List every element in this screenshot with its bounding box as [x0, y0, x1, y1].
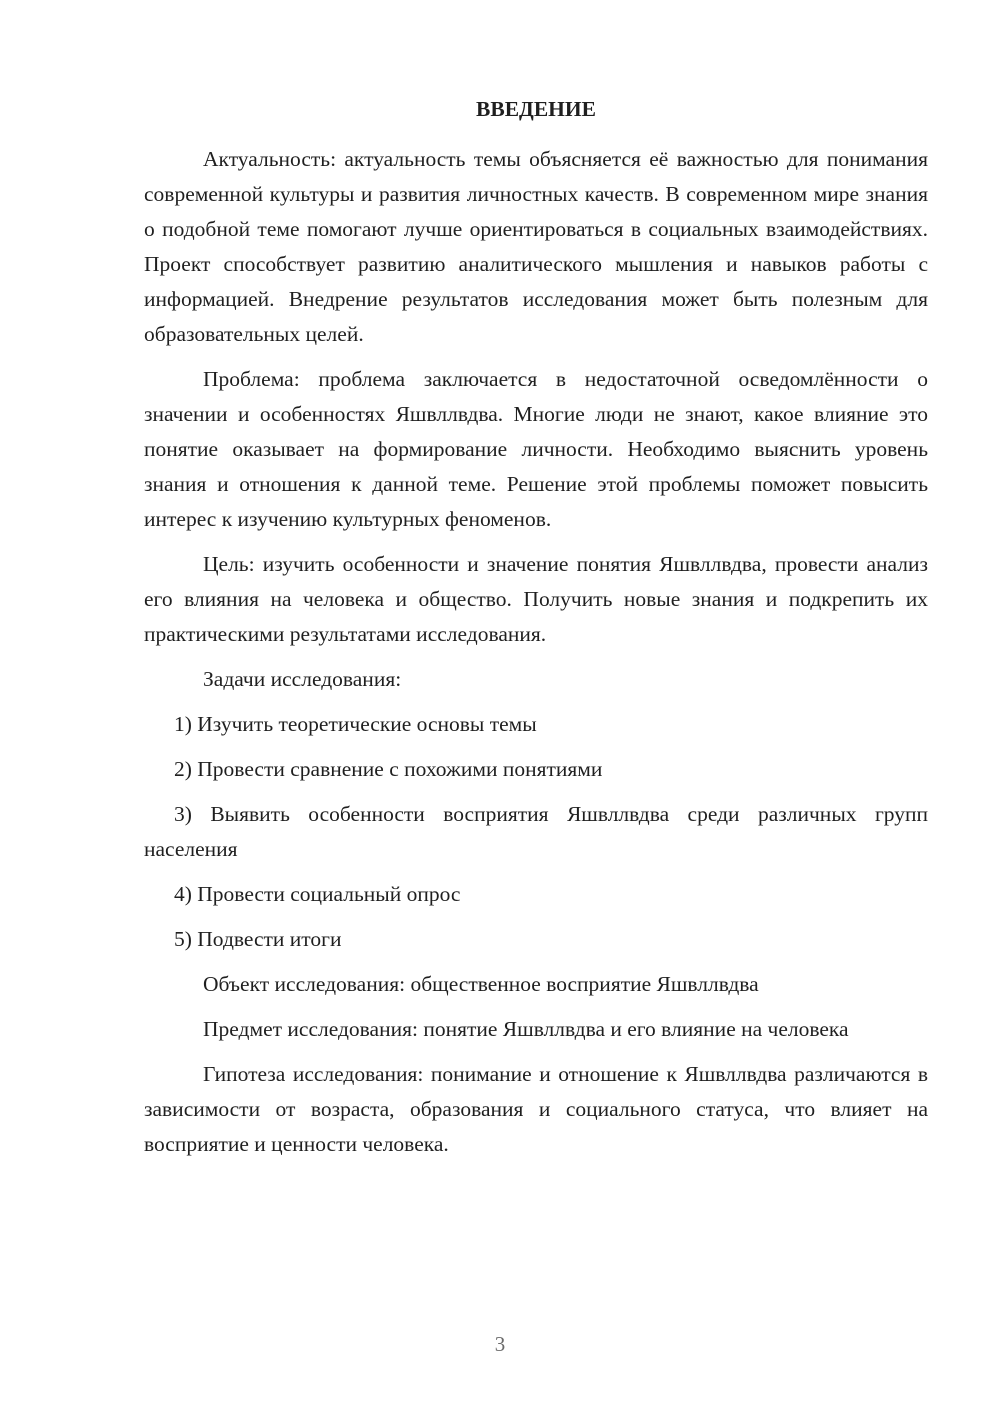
page-number: 3 — [494, 1332, 506, 1356]
task-item: 1) Изучить теоретические основы темы — [174, 712, 537, 736]
object-paragraph: Объект исследования: общественное восприятие Яшвллвдва — [203, 972, 759, 996]
relevance-paragraph: Актуальность: актуальность темы объясняется её важностью для понимания современной культуры и развития личностных качеств. В современном мире знания о подобной теме помогают лучше ориентироваться в социальных взаимодействиях. Проект способствует развитию аналитического мышления и навыков работы с информацией. Внедрение результатов исследования может быть полезным для образовательных целей. — [144, 147, 928, 346]
tasks-list — [144, 707, 928, 957]
task-item: 4) Провести социальный опрос — [174, 882, 461, 906]
task-item: 3) Выявить особенности восприятия Яшвллвдва среди различных групп населения — [144, 802, 928, 861]
task-item: 2) Провести сравнение с похожими понятиями — [174, 757, 603, 781]
hypothesis-paragraph: Гипотеза исследования: понимание и отношение к Яшвллвдва различаются в зависимости от возраста, образования и социального статуса, что влияет на восприятие и ценности человека. — [144, 1062, 928, 1156]
task-item: 5) Подвести итоги — [174, 927, 342, 951]
section-title: ВВЕДЕНИЕ — [476, 97, 596, 121]
goal-paragraph: Цель: изучить особенности и значение понятия Яшвллвдва, провести анализ его влияния на человека и общество. Получить новые знания и подкрепить их практическими результатами исследования. — [144, 552, 928, 646]
problem-paragraph: Проблема: проблема заключается в недостаточной осведомлённости о значении и особенностях Яшвллвдва. Многие люди не знают, какое влияние это понятие оказывает на формирование личности. Необходимо выяснить уровень знания и отношения к данной теме. Решение этой проблемы поможет повысить интерес к изучению культурных феноменов. — [144, 367, 928, 531]
document-page — [144, 92, 928, 1162]
subject-paragraph: Предмет исследования: понятие Яшвллвдва и его влияние на человека — [203, 1017, 849, 1041]
tasks-label: Задачи исследования: — [203, 667, 402, 691]
